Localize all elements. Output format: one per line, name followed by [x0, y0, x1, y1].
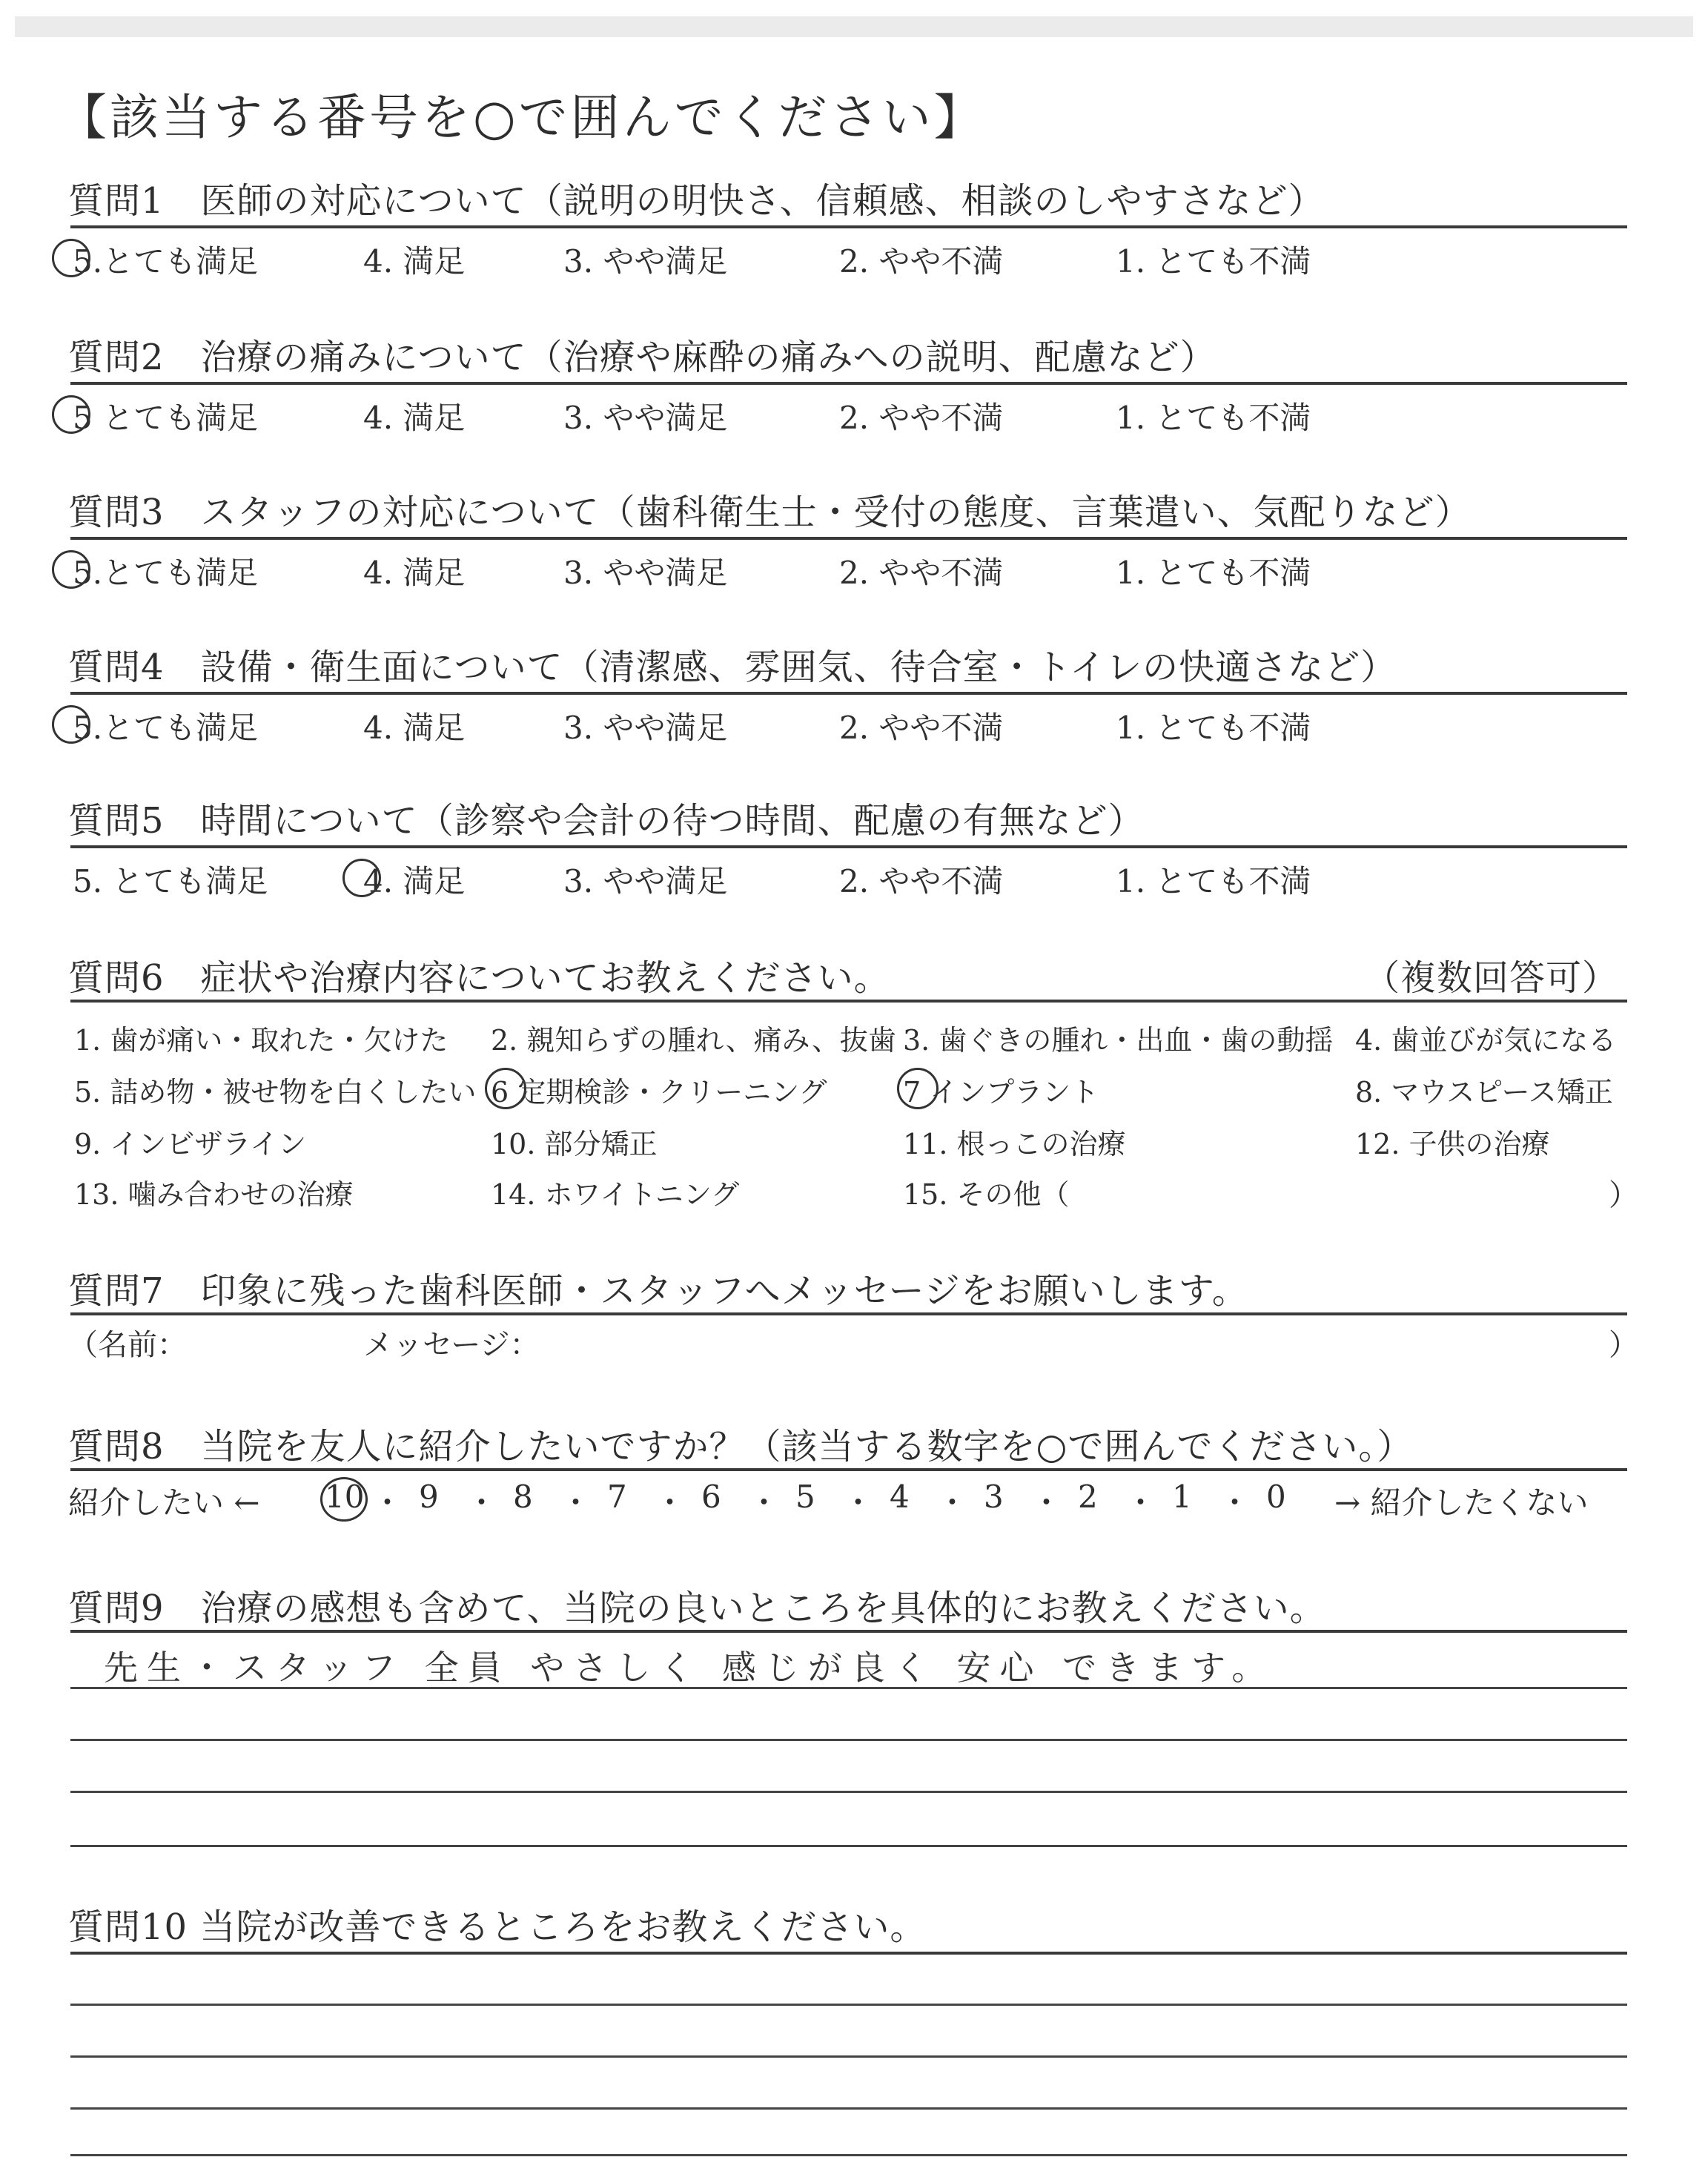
- q3-rule: [70, 537, 1627, 540]
- q7-title: 質問7 印象に残った歯科医師・スタッフへメッセージをお願いします。: [68, 1270, 1248, 1312]
- q4-title: 質問4 設備・衛生面について（清潔感、雰囲気、待合室・トイレの快適さなど）: [68, 647, 1397, 688]
- answer-line: [70, 1739, 1627, 1741]
- selection-circle: [342, 859, 381, 897]
- q8-score-2[interactable]: 2: [1078, 1479, 1098, 1515]
- q8-separator: ・: [654, 1484, 686, 1521]
- q2-option-5[interactable]: 5 とても満足: [73, 400, 259, 436]
- q8-score-3[interactable]: 3: [984, 1479, 1004, 1515]
- selection-circle: [320, 1477, 368, 1522]
- q3-option-4[interactable]: 4. 満足: [363, 555, 466, 591]
- q8-separator: ・: [1030, 1484, 1062, 1521]
- q7-name-label: （名前：: [68, 1328, 187, 1362]
- q6-option-4[interactable]: 4. 歯並びが気になる: [1355, 1024, 1617, 1057]
- q3-option-3[interactable]: 3. やや満足: [563, 555, 728, 591]
- q8-separator: ・: [748, 1484, 780, 1521]
- q9-title: 質問9 治療の感想も含めて、当院の良いところを具体的にお教えください。: [68, 1588, 1326, 1629]
- q1-option-4[interactable]: 4. 満足: [363, 243, 466, 280]
- q2-option-2[interactable]: 2. やや不満: [839, 400, 1004, 436]
- selection-circle: [52, 705, 90, 744]
- q3-option-2[interactable]: 2. やや不満: [839, 555, 1004, 591]
- q6-option-11[interactable]: 11. 根っこの治療: [903, 1128, 1126, 1160]
- q5-option-1[interactable]: 1. とても不満: [1116, 863, 1311, 899]
- q5-rule: [70, 845, 1627, 848]
- q2-rule: [70, 382, 1627, 385]
- q8-left-label: 紹介したい ←: [68, 1484, 260, 1521]
- q4-rule: [70, 692, 1627, 695]
- q4-option-3[interactable]: 3. やや満足: [563, 710, 728, 746]
- q6-option-1[interactable]: 1. 歯が痛い・取れた・欠けた: [74, 1024, 448, 1057]
- q8-separator: ・: [1219, 1484, 1251, 1521]
- q6-option-12[interactable]: 12. 子供の治療: [1355, 1128, 1550, 1160]
- q8-separator: ・: [466, 1484, 497, 1521]
- q8-separator: ・: [936, 1484, 968, 1521]
- q6-option-8[interactable]: 8. マウスピース矯正: [1355, 1076, 1613, 1109]
- q6-option-3[interactable]: 3. 歯ぐきの腫れ・出血・歯の動揺: [903, 1024, 1334, 1057]
- q9-handwritten-answer: 先生・スタッフ 全員 やさしく 感じが良く 安心 できます。: [104, 1648, 1275, 1688]
- q6-option-2[interactable]: 2. 親知らずの腫れ、痛み、抜歯: [491, 1024, 896, 1057]
- q5-option-3[interactable]: 3. やや満足: [563, 863, 728, 899]
- answer-line: [70, 2107, 1627, 2110]
- q2-option-4[interactable]: 4. 満足: [363, 400, 466, 436]
- q5-option-2[interactable]: 2. やや不満: [839, 863, 1004, 899]
- q3-option-1[interactable]: 1. とても不満: [1116, 555, 1311, 591]
- q7-message-label: メッセージ：: [363, 1328, 540, 1362]
- q8-rule: [70, 1468, 1627, 1471]
- answer-line: [70, 1791, 1627, 1793]
- q7-rule: [70, 1312, 1627, 1315]
- selection-circle: [52, 550, 90, 589]
- answer-line: [70, 2055, 1627, 2058]
- q6-option-6[interactable]: 6 定期検診・クリーニング: [491, 1076, 827, 1109]
- q4-option-4[interactable]: 4. 満足: [363, 710, 466, 746]
- q4-option-1[interactable]: 1. とても不満: [1116, 710, 1311, 746]
- q8-score-5[interactable]: 5: [795, 1479, 815, 1515]
- q7-close: ）: [1609, 1328, 1638, 1362]
- q8-separator: ・: [842, 1484, 874, 1521]
- selection-circle: [52, 239, 90, 277]
- q6-other-close: ）: [1609, 1178, 1638, 1212]
- q6-option-13[interactable]: 13. 噛み合わせの治療: [74, 1178, 354, 1211]
- answer-line: [70, 2154, 1627, 2156]
- q6-option-9[interactable]: 9. インビザライン: [74, 1128, 307, 1160]
- q3-option-5[interactable]: 5.とても満足: [73, 555, 259, 591]
- selection-circle: [897, 1068, 939, 1109]
- selection-circle: [52, 395, 90, 434]
- q8-separator: ・: [371, 1484, 403, 1521]
- q8-score-1[interactable]: 1: [1172, 1479, 1192, 1515]
- q2-title: 質問2 治療の痛みについて（治療や麻酔の痛みへの説明、配慮など）: [68, 337, 1217, 378]
- q2-option-1[interactable]: 1. とても不満: [1116, 400, 1311, 436]
- q1-option-1[interactable]: 1. とても不満: [1116, 243, 1311, 280]
- q1-option-2[interactable]: 2. やや不満: [839, 243, 1004, 280]
- q6-option-10[interactable]: 10. 部分矯正: [491, 1128, 658, 1160]
- q8-score-8[interactable]: 8: [513, 1479, 533, 1515]
- q5-option-4[interactable]: 4. 満足: [363, 863, 466, 899]
- q10-title: 質問10 当院が改善できるところをお教えください。: [68, 1906, 927, 1948]
- q6-option-15[interactable]: 15. その他（: [903, 1178, 1070, 1211]
- q2-option-3[interactable]: 3. やや満足: [563, 400, 728, 436]
- answer-line: [70, 1687, 1627, 1689]
- q1-rule: [70, 225, 1627, 228]
- q8-score-9[interactable]: 9: [419, 1479, 439, 1515]
- q8-right-label: → 紹介したくない: [1334, 1484, 1589, 1521]
- q10-rule: [70, 1952, 1627, 1955]
- q8-score-6[interactable]: 6: [701, 1479, 721, 1515]
- q8-score-10[interactable]: 10: [325, 1479, 365, 1515]
- q1-option-5[interactable]: 5.とても満足: [73, 243, 259, 280]
- q6-option-7[interactable]: 7 インプラント: [903, 1076, 1099, 1109]
- q4-option-2[interactable]: 2. やや不満: [839, 710, 1004, 746]
- answer-line: [70, 2004, 1627, 2006]
- q4-option-5[interactable]: 5.とても満足: [73, 710, 259, 746]
- q6-rule: [70, 1000, 1627, 1003]
- q6-title: 質問6 症状や治療内容についてお教えください。: [68, 957, 890, 999]
- page-title: 【該当する番号を○で囲んでください】: [58, 89, 986, 146]
- q8-separator: ・: [560, 1484, 592, 1521]
- q9-rule: [70, 1630, 1627, 1633]
- q5-option-5[interactable]: 5. とても満足: [73, 863, 268, 899]
- q6-option-14[interactable]: 14. ホワイトニング: [491, 1178, 740, 1211]
- q8-title: 質問8 当院を友人に紹介したいですか？（該当する数字を○で囲んでください。）: [68, 1426, 1414, 1467]
- q8-score-0[interactable]: 0: [1266, 1479, 1286, 1515]
- answer-line: [70, 1845, 1627, 1847]
- q1-option-3[interactable]: 3. やや満足: [563, 243, 728, 280]
- q6-note: （複数回答可）: [1364, 957, 1619, 999]
- q5-title: 質問5 時間について（診察や会計の待つ時間、配慮の有無など）: [68, 800, 1145, 842]
- selection-circle: [485, 1068, 526, 1109]
- q6-option-5[interactable]: 5. 詰め物・被せ物を白くしたい: [74, 1076, 477, 1109]
- scan-top-edge: [15, 16, 1693, 37]
- q1-title: 質問1 医師の対応について（説明の明快さ、信頼感、相談のしやすさなど）: [68, 180, 1325, 222]
- q8-separator: ・: [1125, 1484, 1156, 1521]
- q8-score-7[interactable]: 7: [607, 1479, 627, 1515]
- q3-title: 質問3 スタッフの対応について（歯科衛生士・受付の態度、言葉遣い、気配りなど）: [68, 492, 1472, 533]
- q8-score-4[interactable]: 4: [890, 1479, 910, 1515]
